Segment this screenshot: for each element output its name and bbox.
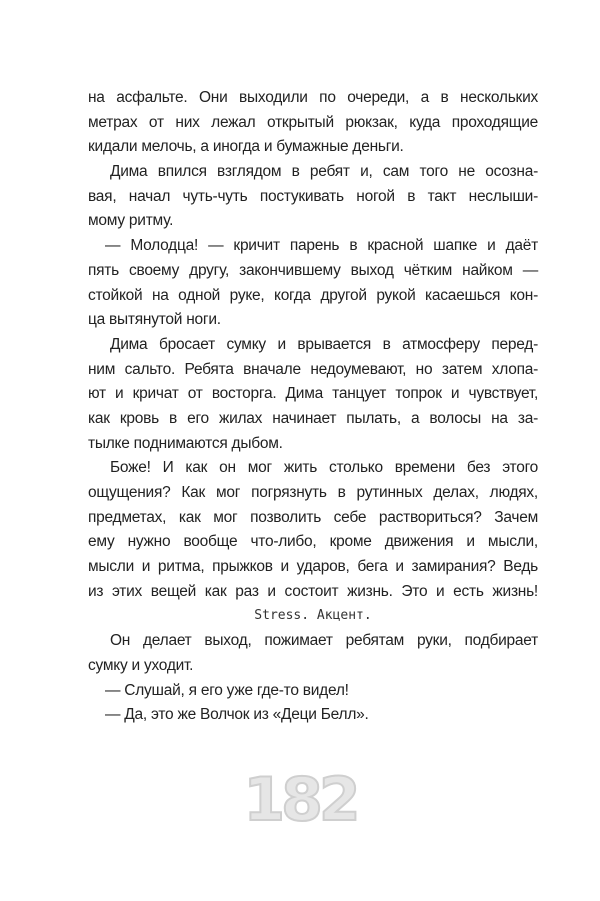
- text-line: ют и кричат от восторга. Дима танцует топрок и чувствует,: [88, 385, 538, 403]
- text-line: ощущения? Как мог погрязнуть в рутинных делах, людях,: [88, 484, 538, 501]
- dialogue-line: — Слушай, я его уже где-то видел!: [105, 681, 349, 699]
- text-line: предметах, как мог позволить себе раствориться? Зачем: [88, 508, 538, 526]
- text-line: тылке поднимаются дыбом.: [88, 434, 283, 452]
- text-line: на асфальте. Они выходили по очереди, а в нескольких: [88, 89, 538, 106]
- text-line: как кровь в его жилах начинает пылать, а волосы на за-: [88, 409, 538, 427]
- text-line: пять своему другу, закончившему выход чётким найком —: [88, 261, 538, 279]
- dialogue-line: — Молодца! — кричит парень в красной шапке и даёт: [105, 237, 538, 255]
- text-line: кидали мелочь, а иногда и бумажные деньги.: [88, 138, 404, 156]
- page-number: 182: [243, 765, 357, 835]
- text-line: Боже! И как он мог жить столько времени без этого: [110, 459, 538, 477]
- text-line: вая, начал чуть-чуть постукивать ногой в такт неслыши-: [88, 187, 538, 205]
- text-line: Дима бросает сумку и врывается в атмосферу перед-: [110, 335, 538, 353]
- text-line: мысли и ритма, прыжков и ударов, бега и замирания? Ведь: [88, 558, 538, 576]
- book-text: [88, 86, 538, 728]
- dialogue-line: — Да, это же Волчок из «Деци Белл».: [105, 706, 369, 724]
- text-line: сумку и уходит.: [88, 656, 194, 674]
- text-line: стойкой на одной руке, когда другой рукой касаешься кон-: [88, 286, 538, 304]
- text-line: метрах от них лежал открытый рюкзак, куда проходящие: [88, 113, 538, 131]
- stress-heading: Stress. Акцент.: [254, 608, 372, 624]
- text-line: мому ритму.: [88, 212, 174, 230]
- text-line: Он делает выход, пожимает ребятам руки, подбирает: [110, 632, 538, 650]
- text-line: из этих вещей как раз и состоит жизнь. Это и есть жизнь!: [88, 582, 538, 600]
- text-line: ца вытянутой ноги.: [88, 311, 221, 329]
- text-line: ему нужно вообще что-либо, кроме движения и мысли,: [88, 533, 538, 551]
- text-line: Дима впился взглядом в ребят и, сам того не осозна-: [110, 163, 538, 181]
- text-line: ним сальто. Ребята вначале недоумевают, но затем хлопа-: [88, 360, 538, 378]
